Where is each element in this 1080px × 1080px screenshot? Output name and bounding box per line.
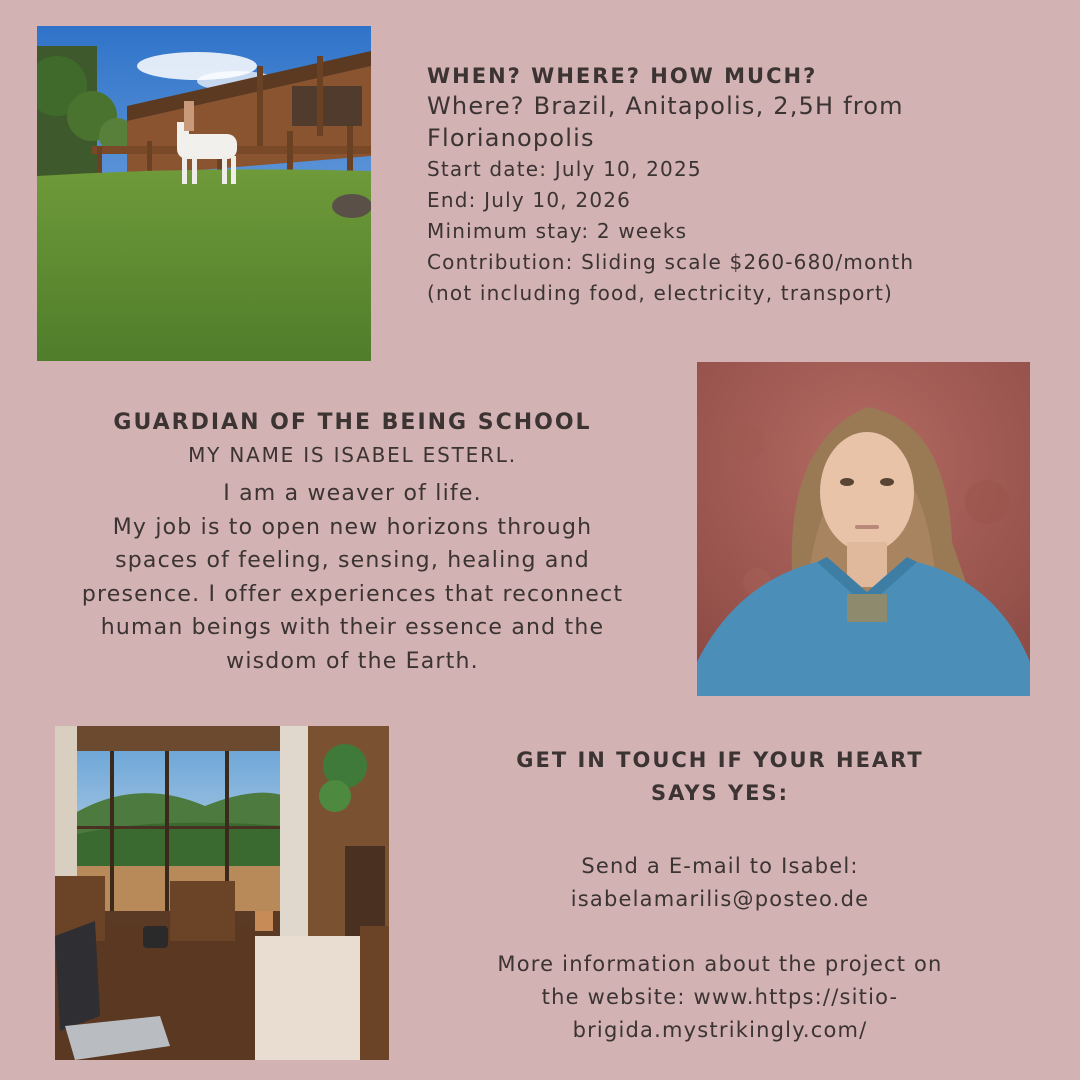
contact-heading-line-1: GET IN TOUCH IF YOUR HEART: [516, 748, 924, 772]
guardian-heading: GUARDIAN OF THE BEING SCHOOL: [113, 410, 592, 435]
website-link-line-2[interactable]: brigida.mystrikingly.com/: [572, 1018, 868, 1042]
start-date: Start date: July 10, 2025: [427, 157, 702, 181]
contact-block: [455, 744, 985, 1047]
email-label: Send a E-mail to Isabel:: [581, 854, 859, 878]
interior-laptop-photo: [55, 726, 389, 1060]
bio-line: presence. I offer experiences that reconnect: [81, 581, 624, 607]
portrait-photo: [697, 362, 1030, 696]
more-info-line-1: More information about the project on: [497, 952, 943, 976]
contact-heading-line-2: SAYS YES:: [650, 781, 790, 805]
bio-line: My job is to open new horizons through: [112, 514, 593, 540]
email-link[interactable]: isabelamarilis@posteo.de: [570, 887, 870, 911]
guardian-bio: [40, 477, 665, 679]
website-link-line-1[interactable]: the website: www.https://sitio-: [541, 985, 899, 1009]
location-line-1: Where? Brazil, Anitapolis, 2,5H from: [427, 92, 904, 120]
contribution: Contribution: Sliding scale $260-680/month: [427, 250, 915, 274]
info-heading: WHEN? WHERE? HOW MUCH?: [427, 64, 818, 88]
minimum-stay: Minimum stay: 2 weeks: [427, 219, 688, 243]
bio-line: I am a weaver of life.: [223, 481, 482, 506]
house-horse-photo: [37, 26, 371, 361]
contribution-note: (not including food, electricity, transport): [427, 281, 894, 305]
location-line-2: Florianopolis: [427, 124, 595, 152]
bio-line: spaces of feeling, sensing, healing and: [115, 548, 590, 574]
guardian-block: [40, 410, 665, 679]
info-block: [427, 64, 1047, 309]
bio-line: human beings with their essence and the: [100, 615, 605, 641]
bio-line: wisdom of the Earth.: [226, 648, 479, 674]
guardian-name: MY NAME IS ISABEL ESTERL.: [188, 443, 517, 467]
end-date: End: July 10, 2026: [427, 188, 632, 212]
